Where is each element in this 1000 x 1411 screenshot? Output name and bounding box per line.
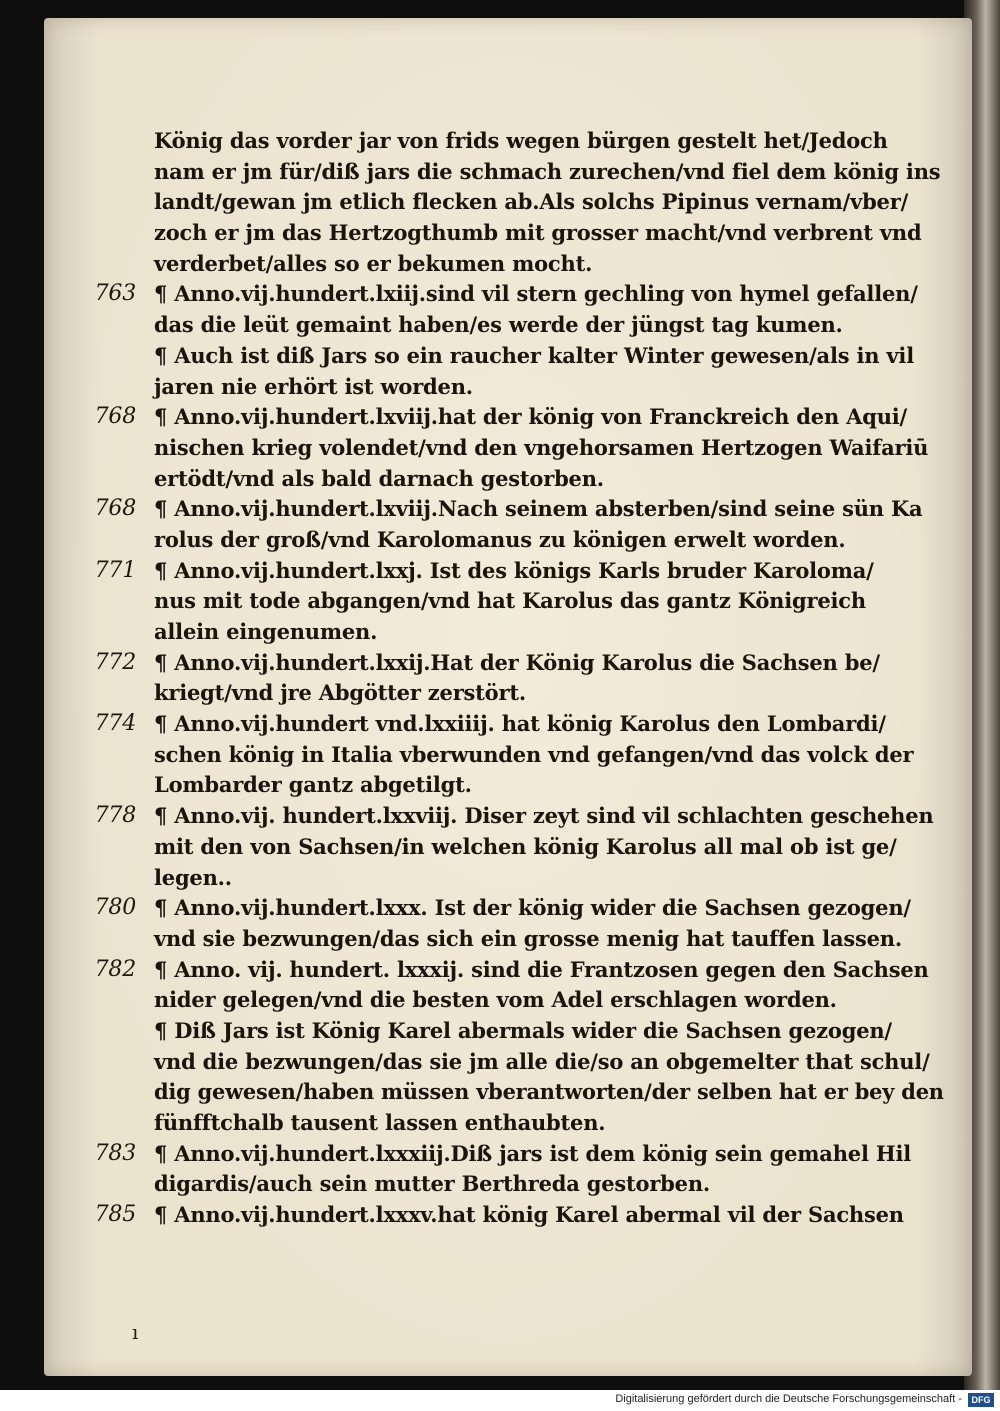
margin-year: 783 (94, 1140, 136, 1166)
text-line (154, 1016, 944, 1047)
text-line (154, 372, 944, 403)
line-text: vnd sie bezwungen/das sich ein grosse menig hat tauffen lassen. (154, 925, 902, 951)
footer-bar (0, 1390, 1000, 1411)
text-line (94, 402, 944, 433)
line-text: ¶ Anno. vij. hundert. lxxxij. sind die Frantzosen gegen den Sachsen (154, 956, 929, 982)
line-text: vnd die bezwungen/das sie jm alle die/so an obgemelter that schul/ (154, 1048, 930, 1074)
margin-year: 768 (94, 404, 136, 430)
text-line (94, 1139, 944, 1170)
text-line (154, 678, 944, 709)
text-line (94, 556, 944, 587)
text-line (154, 433, 944, 464)
text-line (154, 863, 944, 894)
text-line (94, 494, 944, 525)
text-line (154, 249, 944, 280)
text-line (154, 464, 944, 495)
text-line (154, 1108, 944, 1139)
book-page (44, 18, 972, 1376)
line-text: ¶ Anno.vij.hundert.lxxj. Ist des königs Karls bruder Karoloma/ (154, 557, 874, 583)
funding-credit: Digitalisierung gefördert durch die Deutsche Forschungsgemeinschaft - (615, 1393, 962, 1405)
line-text: kriegt/vnd jre Abgötter zerstört. (154, 680, 526, 706)
text-line (154, 218, 944, 249)
text-line (154, 187, 944, 218)
line-text: allein eingenumen. (154, 619, 378, 644)
line-text: König das vorder jar von frids wegen bürgen gestelt het/Jedoch (154, 128, 888, 153)
line-text: ¶ Diß Jars ist König Karel abermals wider die Sachsen gezogen/ (154, 1017, 892, 1043)
line-text: nischen krieg volendet/vnd den vngehorsamen Hertzogen Waifariū (154, 434, 929, 460)
line-text: jaren nie erhört ist worden. (154, 373, 473, 399)
line-text: ¶ Anno.vij.hundert.lxviij.hat der könig von Franckreich den Aqui/ (154, 404, 908, 430)
line-text: landt/gewan jm etlich flecken ab.Als solchs Pipinus vernam/vber/ (154, 189, 909, 215)
text-line (154, 832, 944, 863)
line-text: ¶ Anno.vij.hundert.lxxij.Hat der König Karolus die Sachsen be/ (154, 649, 880, 675)
line-text: ¶ Anno.vij.hundert.lxxx. Ist der könig wider die Sachsen gezogen/ (154, 895, 911, 921)
line-text: verderbet/alles so er bekumen mocht. (154, 250, 593, 276)
text-line (154, 157, 944, 188)
line-text: ¶ Auch ist diß Jars so ein raucher kalter Winter gewesen/als in vil (154, 342, 914, 368)
text-line (154, 1047, 944, 1078)
text-line (154, 924, 944, 955)
line-text: nam er jm für/diß jars die schmach zurechen/vnd fiel dem könig ins (154, 158, 941, 184)
line-text: nider gelegen/vnd die besten vom Adel erschlagen worden. (154, 987, 837, 1013)
dfg-logo-icon: DFG (968, 1393, 994, 1407)
line-text: ¶ Anno.vij.hundert.lxviij.Nach seinem absterben/sind seine sün Ka (154, 496, 923, 522)
text-line (154, 586, 944, 617)
margin-year: 785 (94, 1202, 136, 1228)
line-text: fünfftchalb tausent lassen enthaubten. (154, 1110, 606, 1135)
text-line (94, 279, 944, 310)
body-text (94, 126, 944, 1231)
text-line (154, 985, 944, 1016)
line-text: ¶ Anno.vij. hundert.lxxviij. Diser zeyt sind vil schlachten geschehen (154, 803, 934, 829)
line-text: rolus der groß/vnd Karolomanus zu königen erwelt worden. (154, 526, 846, 552)
margin-mark: ı (132, 1320, 139, 1344)
text-line (154, 525, 944, 556)
margin-year: 772 (94, 649, 136, 675)
text-line (154, 310, 944, 341)
line-text: das die leüt gemaint haben/es werde der jüngst tag kumen. (154, 312, 843, 338)
line-text: ertödt/vnd als bald darnach gestorben. (154, 465, 604, 491)
text-line (154, 1077, 944, 1108)
text-line (154, 740, 944, 771)
line-text: dig gewesen/haben müssen vberantworten/der selben hat er bey den (154, 1079, 944, 1105)
line-text: zoch er jm das Hertzogthumb mit grosser macht/vnd verbrent vnd (154, 220, 922, 246)
text-line (94, 709, 944, 740)
line-text: digardis/auch sein mutter Berthreda gestorben. (154, 1171, 711, 1197)
line-text: mit den von Sachsen/in welchen könig Karolus all mal ob ist ge/ (154, 833, 897, 859)
text-line (154, 617, 944, 648)
margin-year: 782 (94, 956, 136, 982)
margin-year: 778 (94, 803, 136, 829)
text-line (154, 1169, 944, 1200)
text-line (94, 1200, 944, 1231)
margin-year: 771 (94, 557, 136, 583)
line-text: ¶ Anno.vij.hundert vnd.lxxiiij. hat könig Karolus den Lombardi/ (154, 711, 886, 737)
text-line (94, 801, 944, 832)
text-line (94, 955, 944, 986)
text-line (154, 341, 944, 372)
text-line (154, 126, 944, 157)
line-text: legen.. (154, 864, 232, 890)
margin-year: 768 (94, 496, 136, 522)
margin-year: 780 (94, 895, 136, 921)
line-text: ¶ Anno.vij.hundert.lxxxv.hat könig Karel abermal vil der Sachsen (154, 1202, 904, 1228)
line-text: ¶ Anno.vij.hundert.lxxxiij.Diß jars ist dem könig sein gemahel Hil (154, 1140, 912, 1166)
margin-year: 763 (94, 281, 136, 307)
line-text: ¶ Anno.vij.hundert.lxiij.sind vil stern gechling von hymel gefallen/ (154, 281, 918, 307)
line-text: schen könig in Italia vberwunden vnd gefangen/vnd das volck der (154, 741, 914, 767)
line-text: Lombarder gantz abgetilgt. (154, 772, 472, 798)
text-line (94, 893, 944, 924)
line-text: nus mit tode abgangen/vnd hat Karolus das gantz Königreich (154, 588, 866, 614)
text-line (154, 770, 944, 801)
margin-year: 774 (94, 711, 136, 737)
text-line (94, 648, 944, 679)
